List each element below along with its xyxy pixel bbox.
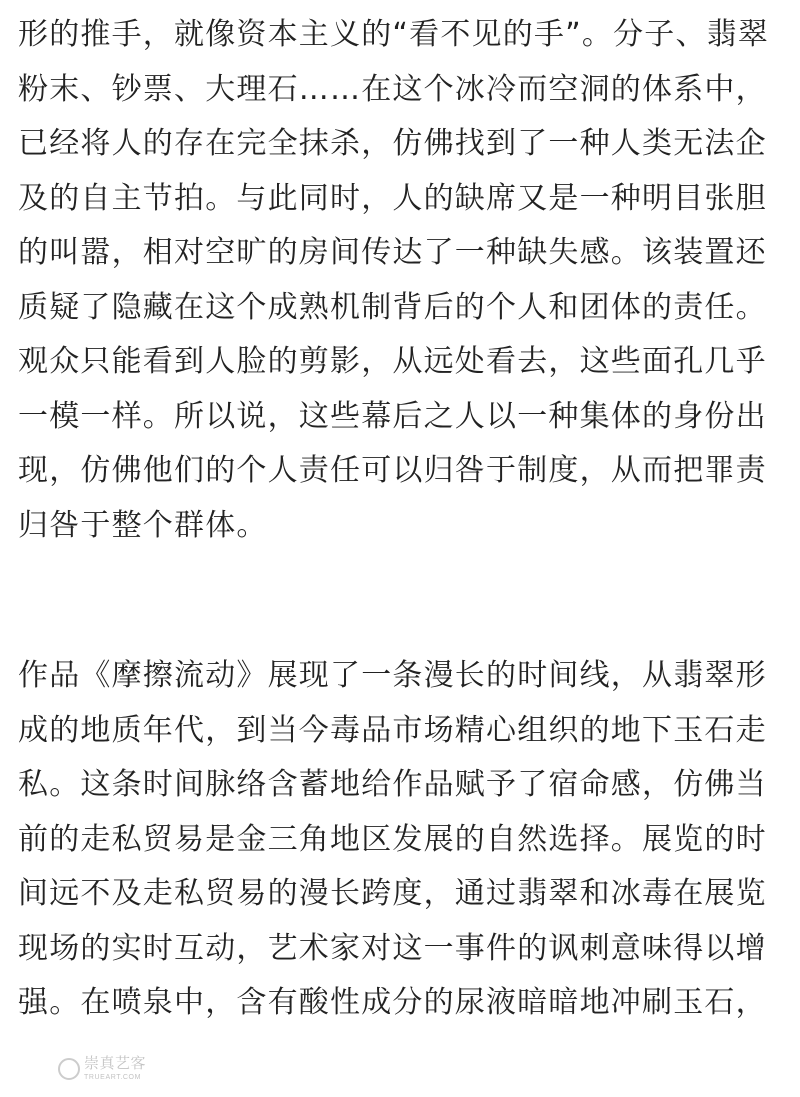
text-line: 一模一样。所以说，这些幕后之人以一种集体的身份出 bbox=[18, 398, 767, 434]
watermark bbox=[58, 1052, 147, 1090]
article-body bbox=[18, 0, 788, 1031]
text-line: 已经将人的存在完全抹杀，仿佛找到了一种人类无法企 bbox=[18, 126, 767, 161]
text-line: 成的地质年代，到当今毒品市场精心组织的地下玉石走 bbox=[18, 712, 767, 748]
text-line: 观众只能看到人脸的剪影，从远处看去，这些面孔几乎 bbox=[18, 344, 767, 379]
text-line: 粉末、钞票、大理石……在这个冰冷而空洞的体系中， bbox=[18, 71, 767, 107]
paragraph-spacer bbox=[18, 553, 788, 649]
watermark-logo-icon bbox=[58, 1058, 80, 1080]
watermark-subtitle: TRUEART.COM bbox=[84, 1074, 142, 1081]
text-line: 间远不及走私贸易的漫长跨度，通过翡翠和冰毒在展览 bbox=[18, 876, 767, 911]
text-line: 现，仿佛他们的个人责任可以归咎于制度，从而把罪责 bbox=[18, 453, 767, 488]
text-line: 作品《摩擦流动》展现了一条漫长的时间线，从翡翠形 bbox=[18, 658, 767, 693]
text-line: 及的自主节拍。与此同时，人的缺席又是一种明目张胆 bbox=[18, 180, 767, 216]
text-line: 现场的实时互动，艺术家对这一事件的讽刺意味得以增 bbox=[18, 930, 767, 966]
text-line: 前的走私贸易是金三角地区发展的自然选择。展览的时 bbox=[18, 821, 767, 857]
watermark-name: 崇真艺客 bbox=[84, 1054, 147, 1072]
text-line: 的叫嚣，相对空旷的房间传达了一种缺失感。该装置还 bbox=[18, 235, 767, 270]
paragraph-1 bbox=[18, 8, 788, 553]
paragraph-2 bbox=[18, 649, 788, 1031]
text-line: 归咎于整个群体。 bbox=[18, 507, 268, 543]
text-line: 质疑了隐藏在这个成熟机制背后的个人和团体的责任。 bbox=[18, 289, 767, 325]
text-line: 形的推手，就像资本主义的“看不见的手”。分子、翡翠 bbox=[18, 17, 770, 52]
text-line: 私。这条时间脉络含蓄地给作品赋予了宿命感，仿佛当 bbox=[18, 767, 767, 802]
text-line: 强。在喷泉中，含有酸性成分的尿液暗暗地冲刷玉石， bbox=[18, 985, 767, 1020]
